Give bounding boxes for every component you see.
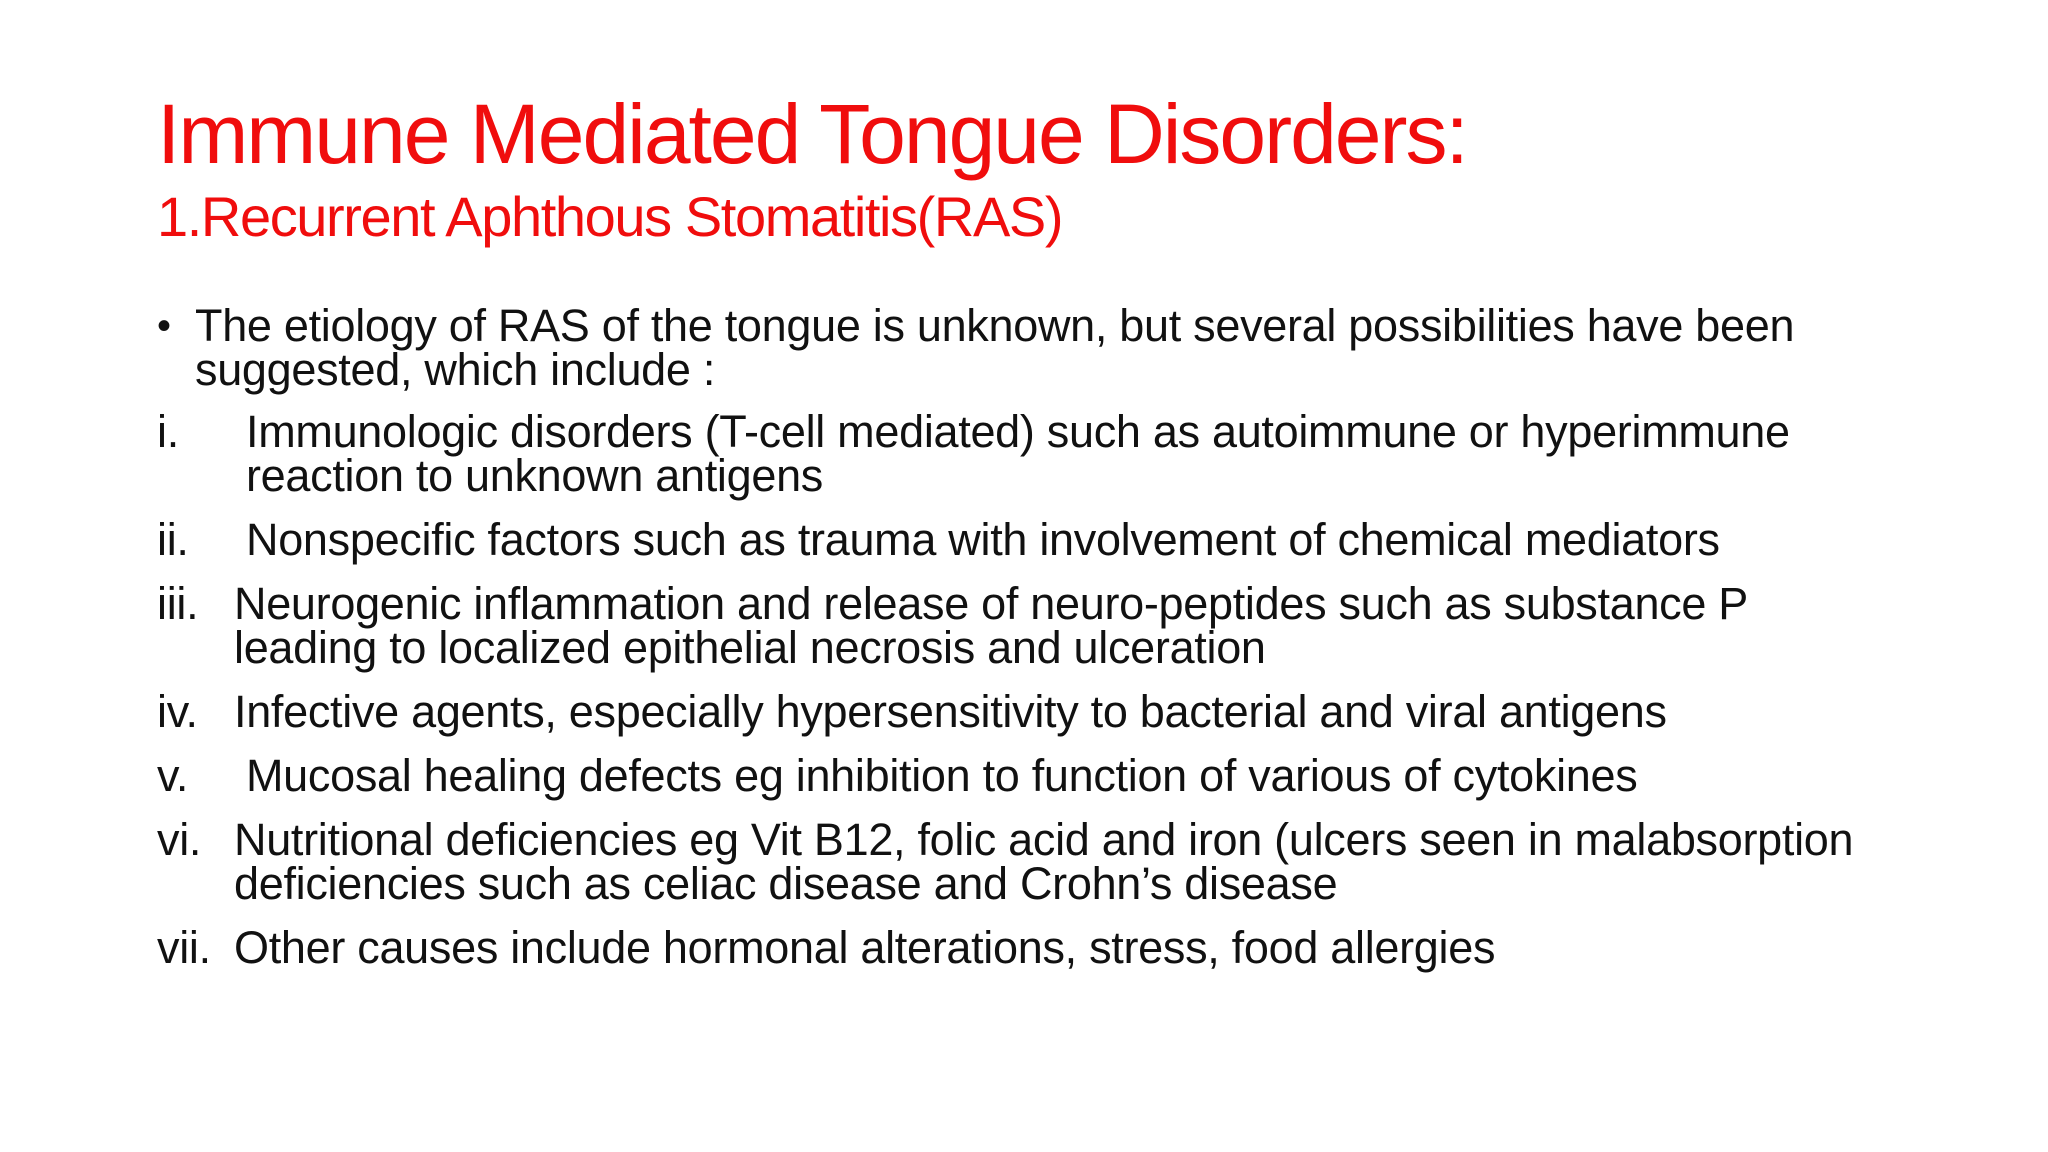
- list-item-text: Other causes include hormonal alterations, stress, food allergies: [234, 922, 1496, 973]
- list-item-text: Mucosal healing defects eg inhibition to function of various of cytokines: [246, 750, 1638, 801]
- list-item-marker: v.: [157, 750, 189, 801]
- list-item-text: Infective agents, especially hypersensitivity to bacterial and viral antigens: [234, 686, 1667, 737]
- intro-text: The etiology of RAS of the tongue is unknown, but several possibilities have been suggested, which include :: [195, 300, 1795, 395]
- list-item-marker: iii.: [157, 578, 199, 629]
- list-item-text: Neurogenic inflammation and release of neuro-peptides such as substance P leading to localized epithelial necrosis and ulceration: [234, 578, 1748, 673]
- list-item-marker: i.: [157, 406, 179, 457]
- list-item-marker: iv.: [157, 686, 198, 737]
- title-block: [157, 86, 1467, 252]
- list-item-marker: vi.: [157, 814, 202, 865]
- slide-subtitle: 1.Recurrent Aphthous Stomatitis(RAS): [157, 185, 1063, 248]
- list-item: [157, 686, 1897, 737]
- bullet-mark: •: [157, 304, 171, 348]
- list-item: [157, 814, 1897, 909]
- intro-bullet: [157, 300, 1897, 395]
- list-item: [157, 578, 1897, 673]
- slide-title: Immune Mediated Tongue Disorders:: [157, 87, 1467, 181]
- list-item-marker: vii.: [157, 922, 211, 973]
- list-item: [157, 750, 1897, 801]
- list-item-text: Nutritional deficiencies eg Vit B12, folic acid and iron (ulcers seen in malabsorption deficiencies such as celiac disease and Crohn’s disease: [234, 814, 1854, 909]
- list-item: [157, 406, 1897, 501]
- slide-content: [157, 300, 1897, 990]
- list-item-marker: ii.: [157, 514, 189, 565]
- list-item: [157, 514, 1897, 565]
- list-item-text: Nonspecific factors such as trauma with involvement of chemical mediators: [246, 514, 1720, 565]
- list-item-text: Immunologic disorders (T-cell mediated) such as autoimmune or hyperimmune reaction to unknown antigens: [246, 406, 1790, 501]
- list-item: [157, 922, 1897, 973]
